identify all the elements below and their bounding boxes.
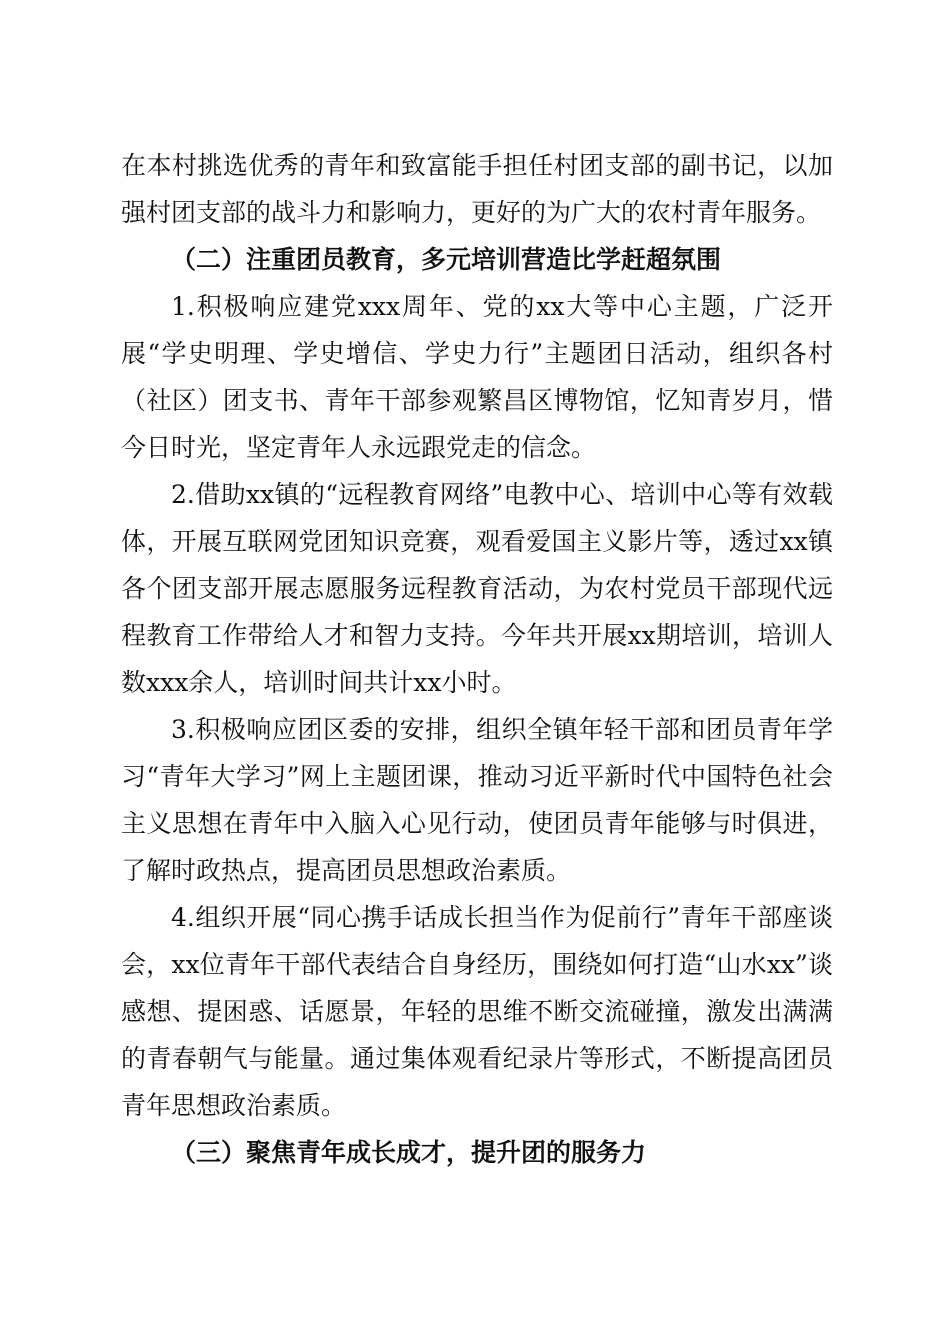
section-heading-2: （二）注重团员教育，多元培训营造比学赶超氛围 [171,245,722,274]
paragraph-item-2: 2.借助xx镇的“远程教育网络”电教中心、培训中心等有效载体，开展互联网党团知识竞赛，观看爱国主义影片等，透过xx镇各个团支部开展志愿服务远程教育活动，为农村党员干部现代远程教育工作带给人才和智力支持。今年共开展xx期培训，培训人数xxx余人，培训时间共计xx小时。 [121,480,833,697]
paragraph-item-4: 4.组织开展“同心携手话成长担当作为促前行”青年干部座谈会，xx位青年干部代表结合自身经历，围绕如何打造“山水xx”谈感想、提困惑、话愿景，年轻的思维不断交流碰撞，激发出满满的青春朝气与能量。通过集体观看纪录片等形式，不断提高团员青年思想政治素质。 [121,903,833,1120]
section-heading-3: （三）聚焦青年成长成才，提升团的服务力 [171,1138,647,1167]
paragraph-item-3: 3.积极响应团区委的安排，组织全镇年轻干部和团员青年学习“青年大学习”网上主题团课，推动习近平新时代中国特色社会主义思想在青年中入脑入心见行动，使团员青年能够与时俱进，了解时政热点，提高团员思想政治素质。 [121,715,833,885]
paragraph-continuation: 在本村挑选优秀的青年和致富能手担任村团支部的副书记，以加强村团支部的战斗力和影响力，更好的为广大的农村青年服务。 [121,151,833,227]
paragraph-item-1: 1.积极响应建党xxx周年、党的xx大等中心主题，广泛开展“学史明理、学史增信、学史力行”主题团日活动，组织各村（社区）团支书、青年干部参观繁昌区博物馆，忆知青岁月，惜今日时光，坚定青年人永远跟党走的信念。 [121,292,833,462]
document-body [121,142,833,1176]
